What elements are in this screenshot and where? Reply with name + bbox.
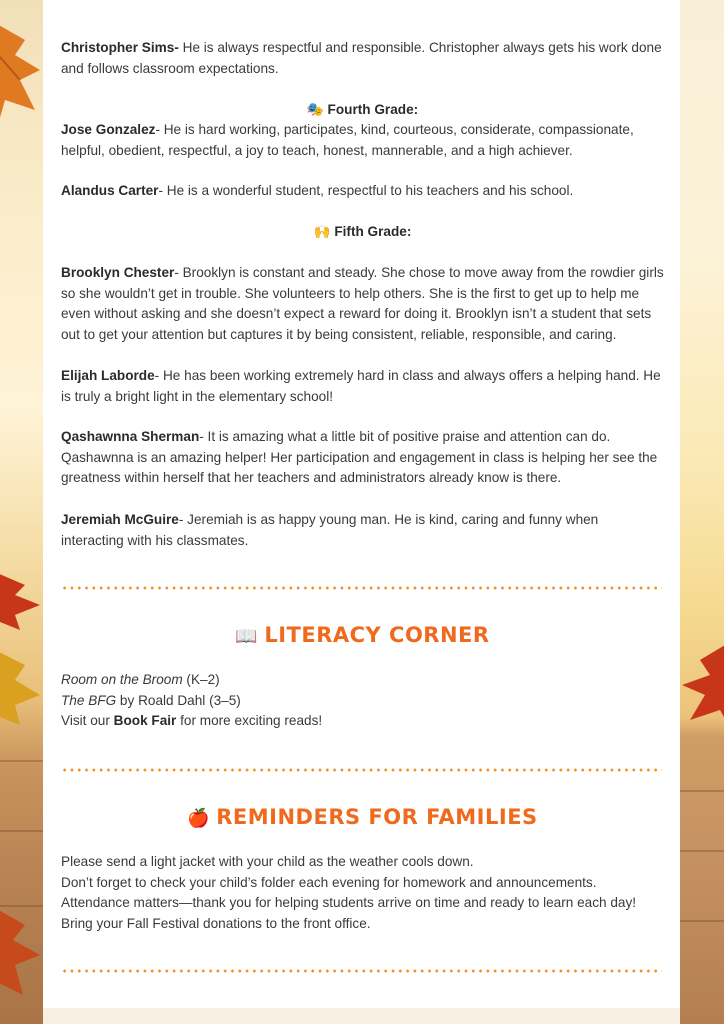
dotted-divider	[61, 586, 662, 590]
grade-heading-label: Fourth Grade:	[327, 102, 419, 117]
dotted-divider	[61, 768, 662, 772]
reminder-item: Attendance matters—thank you for helping students arrive on time and ready to learn each day!	[61, 895, 637, 910]
student-name: Brooklyn Chester	[61, 265, 175, 280]
autumn-background-right	[680, 0, 724, 1024]
maple-leaf-icon	[0, 10, 43, 140]
book-item	[61, 691, 664, 712]
book-author: by Roald Dahl (3–5)	[116, 692, 241, 708]
literacy-list	[61, 670, 664, 732]
autumn-background-left	[0, 0, 43, 1024]
reminder-item: Please send a light jacket with your child as the weather cools down.	[61, 854, 474, 869]
student-entry	[61, 510, 664, 551]
maple-leaf-icon	[0, 565, 43, 635]
reminder-item: Bring your Fall Festival donations to the front office.	[61, 915, 371, 931]
student-praise: He is always respectful and responsible. Christopher always gets his work done and follows classroom expectations.	[61, 40, 662, 76]
student-entry	[61, 427, 664, 489]
student-name: Alandus Carter	[61, 183, 159, 198]
page-top-edge	[43, 0, 680, 16]
student-name: Jeremiah McGuire	[61, 512, 179, 527]
student-entry	[61, 366, 664, 407]
maple-leaf-icon	[680, 640, 724, 730]
student-praise: - Brooklyn is constant and steady. She chose to move away from the rowdier girls so she wouldn’t get in trouble. She volunteers to help others. She is the first to get up to help me even without asking and she doesn’t expect a reward for doing it. Brooklyn isn’t a student that sets out to get your attention but captures it by being consistent, reliable, responsible, and caring.	[61, 265, 664, 342]
student-praise: - He is hard working, participates, kind, courteous, considerate, compassionate, helpful, obedient, respectful, a joy to teach, honest, mannerable, and a high achiever.	[61, 122, 634, 158]
student-entry	[61, 181, 664, 202]
book-grades: (K–2)	[182, 672, 220, 687]
book-title: Room on the Broom	[61, 672, 183, 687]
dotted-divider	[61, 969, 662, 973]
reminders-list	[61, 852, 664, 934]
section-title-label: LITERACY CORNER	[264, 623, 490, 647]
student-entry	[61, 38, 664, 79]
fifth-grade-heading	[61, 222, 664, 243]
student-name: Elijah Laborde	[61, 368, 155, 383]
student-praise: - He is a wonderful student, respectful to his teachers and his school.	[158, 183, 574, 198]
reminders-title	[61, 807, 664, 830]
student-name: Qashawnna Sherman	[61, 429, 200, 444]
raised-hands-icon: 🙌	[313, 224, 331, 239]
maple-leaf-icon	[0, 640, 43, 730]
apple-icon: 🍎	[187, 808, 211, 829]
student-name: Christopher Sims-	[61, 40, 179, 55]
literacy-corner-title	[61, 625, 664, 648]
palette-icon: 🎭	[306, 102, 324, 117]
book-fair-label: Book Fair	[113, 713, 177, 728]
book-item	[61, 670, 664, 691]
book-fair-note: Visit our Book Fair for more exciting reads!	[61, 713, 323, 728]
section-title-label: REMINDERS FOR FAMILIES	[216, 805, 538, 829]
maple-leaf-icon	[0, 900, 43, 1000]
book-title: The BFG	[61, 692, 117, 708]
student-praise: - It is amazing what a little bit of positive praise and attention can do. Qashawnna is an amazing helper! Her participation and engagement in class is helping her see the greatness within herself that her teachers and administrators already know is there.	[61, 429, 658, 485]
student-praise: - Jeremiah is as happy young man. He is kind, caring and funny when interacting with his classmates.	[61, 512, 599, 548]
student-entry	[61, 120, 664, 161]
student-name: Jose Gonzalez	[61, 122, 156, 137]
fourth-grade-heading	[61, 100, 664, 121]
newsletter-page	[43, 16, 680, 1008]
open-book-icon: 📖	[235, 626, 259, 647]
student-praise: - He has been working extremely hard in class and always offers a helping hand. He is truly a bright light in the elementary school!	[61, 368, 661, 404]
grade-heading-label: Fifth Grade:	[334, 224, 412, 239]
reminder-item: Don’t forget to check your child’s folder each evening for homework and announcements.	[61, 874, 597, 890]
student-entry	[61, 263, 664, 345]
